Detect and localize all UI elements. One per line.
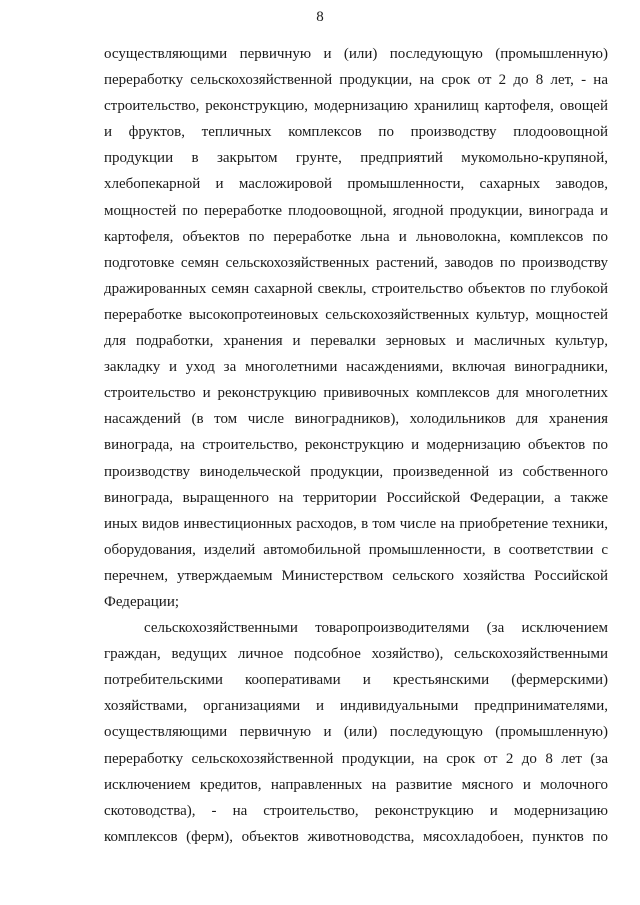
text-line: иных видов инвестиционных расходов, в том числе на приобретение техники, [104,515,608,532]
text-line: скотоводства), - на строительство, реконструкцию и модернизацию [104,802,608,819]
text-line: хозяйствами, организациями и индивидуальными предпринимателями, [104,698,608,715]
text-line: продукции в закрытом грунте, предприятий мукомольно-крупяной, [104,150,608,167]
text-line: производству винодельческой продукции, произведенной из собственного [104,463,608,480]
text-line: исключением кредитов, направленных на развитие мясного и молочного [104,776,608,793]
text-line: Федерации; [104,593,180,610]
text-line: винограда, на строительство, реконструкцию и модернизацию объектов по [104,437,608,454]
text-line: мощностей по переработке плодоовощной, ягодной продукции, винограда и [104,202,608,219]
text-line: оборудования, изделий автомобильной промышленности, в соответствии с [104,541,608,558]
text-line: осуществляющими первичную и (или) последующую (промышленную) [104,46,608,62]
text-line: переработке высокопротеиновых сельскохозяйственных культур, мощностей [104,306,608,323]
text-line: сельскохозяйственными товаропроизводителями (за исключением [144,620,608,637]
text-line: строительство и реконструкцию прививочных комплексов для многолетних [104,385,608,402]
text-line: и фруктов, тепличных комплексов по производству плодоовощной [104,124,608,141]
text-line: дражированных семян сахарной свеклы, строительство объектов по глубокой [104,280,608,297]
text-line: картофеля, объектов по переработке льна и льноволокна, комплексов по [104,228,608,245]
text-line: граждан, ведущих личное подсобное хозяйство), сельскохозяйственными [104,646,608,663]
text-line: хлебопекарной и масложировой промышленности, сахарных заводов, [104,176,608,193]
text-line: осуществляющими первичную и (или) последующую (промышленную) [104,724,608,741]
paragraph-2 [104,615,608,850]
text-line: потребительскими кооперативами и крестьянскими (фермерскими) [104,672,608,689]
document-body [104,41,608,850]
text-line: для подработки, хранения и перевалки зерновых и масличных культур, [104,333,608,350]
text-line: винограда, выращенного на территории Российской Федерации, а также [104,489,608,506]
text-line: подготовке семян сельскохозяйственных растений, заводов по производству [104,254,608,271]
text-line: закладку и уход за многолетними насаждениями, включая виноградники, [104,359,608,376]
paragraph-1 [104,41,608,615]
page-number: 8 [316,9,324,25]
text-line: комплексов (ферм), объектов животноводства, мясохладобоен, пунктов по [104,828,608,845]
text-line: переработку сельскохозяйственной продукции, на срок от 2 до 8 лет (за [104,750,608,767]
text-line: переработку сельскохозяйственной продукции, на срок от 2 до 8 лет, - на [104,72,608,89]
text-line: строительство, реконструкцию, модернизацию хранилищ картофеля, овощей [104,98,608,115]
text-line: насаждений (в том числе виноградников), холодильников для хранения [104,411,608,428]
text-line: перечнем, утверждаемым Министерством сельского хозяйства Российской [104,567,608,584]
